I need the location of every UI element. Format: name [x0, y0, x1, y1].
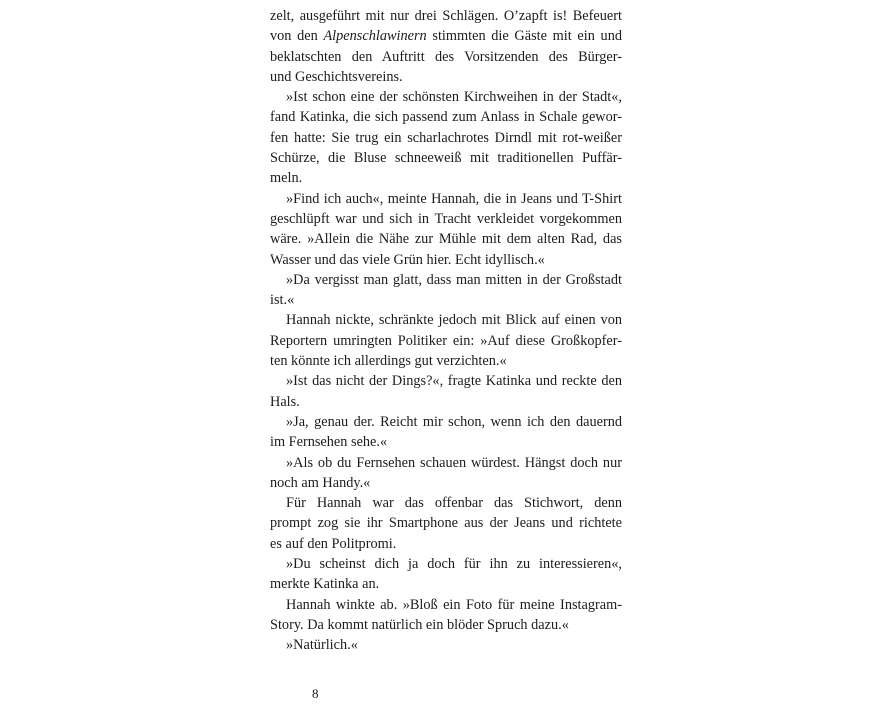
text-line: noch am Handy.«	[270, 474, 371, 491]
text-line: Story. Da kommt natürlich ein blöder Spruch dazu.«	[270, 616, 569, 633]
text-line: Wasser und das viele Grün hier. Echt idyllisch.«	[270, 251, 545, 268]
text-line: Schürze, die Bluse schneeweiß mit traditionellen Puffär-	[270, 150, 622, 167]
text-fragment: stimmten die Gäste mit ein und	[426, 28, 622, 45]
text-line: ten könnte ich allerdings gut verzichten.«	[270, 353, 507, 370]
text-line: Hannah winkte ab. »Bloß ein Foto für meine Instagram-	[286, 596, 622, 613]
text-line: Hannah nickte, schränkte jedoch mit Blick auf einen von	[286, 312, 622, 329]
text-line: Hals.	[270, 393, 300, 410]
text-line: »Find ich auch«, meinte Hannah, die in Jeans und T-Shirt	[286, 190, 622, 207]
text-line: »Da vergisst man glatt, dass man mitten in der Großstadt	[286, 271, 622, 288]
page-number: 8	[312, 686, 319, 701]
text-line: Für Hannah war das offenbar das Stichwort, denn	[286, 495, 622, 512]
text-line: ist.«	[270, 292, 295, 309]
text-line: »Als ob du Fernsehen schauen würdest. Hängst doch nur	[286, 454, 622, 471]
text-line: geschlüpft war und sich in Tracht verkleidet vorgekommen	[270, 210, 622, 227]
italic-name: Alpenschlawinern	[323, 28, 427, 45]
text-line: im Fernsehen sehe.«	[270, 434, 388, 451]
text-line: wäre. »Allein die Nähe zur Mühle mit dem alten Rad, das	[270, 231, 622, 248]
text-line: »Ja, genau der. Reicht mir schon, wenn ich den dauernd	[286, 413, 622, 430]
text-line: fand Katinka, die sich passend zum Anlass in Schale gewor-	[270, 109, 622, 126]
book-page-body	[270, 6, 622, 656]
text-line: und Geschichtsvereins.	[270, 68, 403, 85]
text-line: beklatschten den Auftritt des Vorsitzenden des Bürger-	[270, 48, 622, 65]
text-line	[270, 26, 622, 46]
text-line: merkte Katinka an.	[270, 576, 380, 593]
text-fragment: von den	[270, 28, 324, 45]
text-line: »Ist schon eine der schönsten Kirchweihen in der Stadt«,	[286, 89, 622, 106]
text-line: Reportern umringten Politiker ein: »Auf diese Großkopfer-	[270, 332, 622, 349]
text-line: prompt zog sie ihr Smartphone aus der Jeans und richtete	[270, 515, 622, 532]
text-line: »Ist das nicht der Dings?«, fragte Katinka und reckte den	[286, 373, 622, 390]
text-line: meln.	[270, 170, 303, 187]
text-line: »Du scheinst dich ja doch für ihn zu interessieren«,	[286, 556, 622, 573]
text-line: fen hatte: Sie trug ein scharlachrotes Dirndl mit rot-weißer	[270, 129, 622, 146]
text-line: »Natürlich.«	[286, 637, 358, 654]
text-line: es auf den Politpromi.	[270, 535, 397, 552]
text-line: zelt, ausgeführt mit nur drei Schlägen. O’zapft is! Befeuert	[270, 8, 622, 24]
